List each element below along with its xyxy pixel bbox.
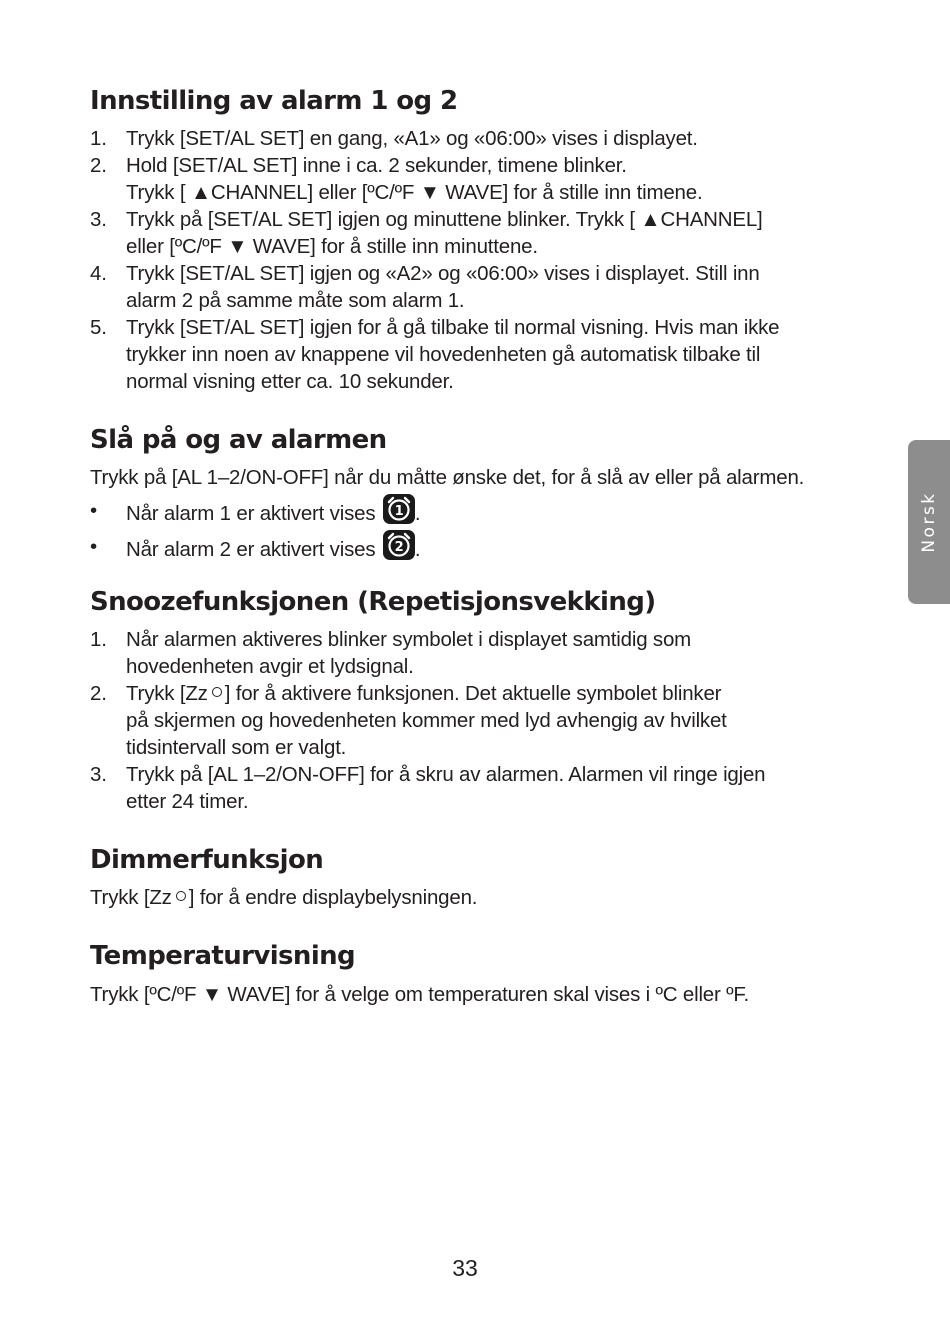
step-text: Trykk på [SET/AL SET] igjen og minuttene blinker. Trykk [ ▲CHANNEL] <box>126 208 763 231</box>
step-text: alarm 2 på samme måte som alarm 1. <box>126 289 465 312</box>
step-text: Trykk [ ▲CHANNEL] eller [ºC/ºF ▼ WAVE] for å stille inn timene. <box>126 181 703 204</box>
step-text: på skjermen og hovedenheten kommer med lyd avhengig av hvilket <box>126 709 727 732</box>
step-text: trykker inn noen av knappene vil hovedenheten gå automatisk tilbake til <box>126 343 761 366</box>
step-text: Trykk på [AL 1–2/ON-OFF] for å skru av alarmen. Alarmen vil ringe igjen <box>126 763 766 786</box>
bullet-dot: • <box>90 535 97 558</box>
temperature-text: Trykk [ºC/ºF ▼ WAVE] for å velge om temperaturen skal vises i ºC eller ºF. <box>90 983 749 1006</box>
alarm-1-digit: 1 <box>394 504 404 519</box>
step-number: 1. <box>90 628 107 651</box>
alarm-onoff-text: Trykk på [AL 1–2/ON-OFF] når du måtte ønske det, for å slå av eller på alarmen. <box>90 466 805 489</box>
step-text: tidsintervall som er valgt. <box>126 736 347 759</box>
dimmer-text <box>90 884 850 911</box>
list-item <box>90 626 850 680</box>
section-title-alarm-setting: Innstilling av alarm 1 og 2 <box>90 86 458 116</box>
alarm-2-digit: 2 <box>394 540 404 555</box>
step-text: eller [ºC/ºF ▼ WAVE] for å stille inn minuttene. <box>126 235 538 258</box>
bullet-dot: • <box>90 499 97 522</box>
step-text: Trykk [SET/AL SET] igjen for å gå tilbake til normal visning. Hvis man ikke <box>126 316 780 339</box>
alarm-1-icon <box>383 494 415 524</box>
section-title-dimmer: Dimmerfunksjon <box>90 845 324 875</box>
step-number: 2. <box>90 682 107 705</box>
step-number: 3. <box>90 763 107 786</box>
section-title-alarm-onoff: Slå på og av alarmen <box>90 425 387 455</box>
section-title-temperature: Temperaturvisning <box>90 941 356 971</box>
step-number: 5. <box>90 316 107 339</box>
list-item <box>90 680 850 761</box>
list-item <box>90 314 850 395</box>
list-item <box>90 260 850 314</box>
alarm-onoff-bullets <box>90 494 850 566</box>
snooze-light-icon <box>212 687 222 697</box>
snooze-light-icon <box>176 891 186 901</box>
section-title-snooze: Snoozefunksjonen (Repetisjonsvekking) <box>90 587 656 617</box>
list-item <box>90 494 850 530</box>
bullet-text: Når alarm 2 er aktivert vises <box>126 538 376 561</box>
list-item <box>90 125 850 152</box>
alarm-2-icon <box>383 530 415 560</box>
language-tab-label: Norsk <box>919 491 939 553</box>
step-number: 4. <box>90 262 107 285</box>
step-text: Hold [SET/AL SET] inne i ca. 2 sekunder, timene blinker. <box>126 154 627 177</box>
step-number: 1. <box>90 127 107 150</box>
list-item <box>90 152 850 206</box>
bullet-suffix: . <box>414 538 421 561</box>
list-item <box>90 530 850 566</box>
page-number: 33 <box>452 1255 478 1281</box>
dimmer-text-before: Trykk [Zz <box>90 886 172 909</box>
step-text-before: Trykk [Zz <box>126 682 208 705</box>
step-text: etter 24 timer. <box>126 790 249 813</box>
list-item <box>90 761 850 815</box>
step-number: 2. <box>90 154 107 177</box>
step-text: Når alarmen aktiveres blinker symbolet i displayet samtidig som <box>126 628 692 651</box>
step-text: normal visning etter ca. 10 sekunder. <box>126 370 454 393</box>
bullet-text: Når alarm 1 er aktivert vises <box>126 502 376 525</box>
step-text <box>126 680 850 707</box>
step-number: 3. <box>90 208 107 231</box>
step-text: Trykk [SET/AL SET] en gang, «A1» og «06:00» vises i displayet. <box>126 127 698 150</box>
step-text: hovedenheten avgir et lydsignal. <box>126 655 414 678</box>
dimmer-text-after: ] for å endre displaybelysningen. <box>188 886 478 909</box>
step-text: Trykk [SET/AL SET] igjen og «A2» og «06:00» vises i displayet. Still inn <box>126 262 760 285</box>
list-item <box>90 206 850 260</box>
language-tab <box>908 440 950 604</box>
snooze-steps <box>90 626 850 815</box>
alarm-setting-steps <box>90 125 850 395</box>
step-text-after: ] for å aktivere funksjonen. Det aktuelle symbolet blinker <box>224 682 722 705</box>
bullet-suffix: . <box>414 502 421 525</box>
